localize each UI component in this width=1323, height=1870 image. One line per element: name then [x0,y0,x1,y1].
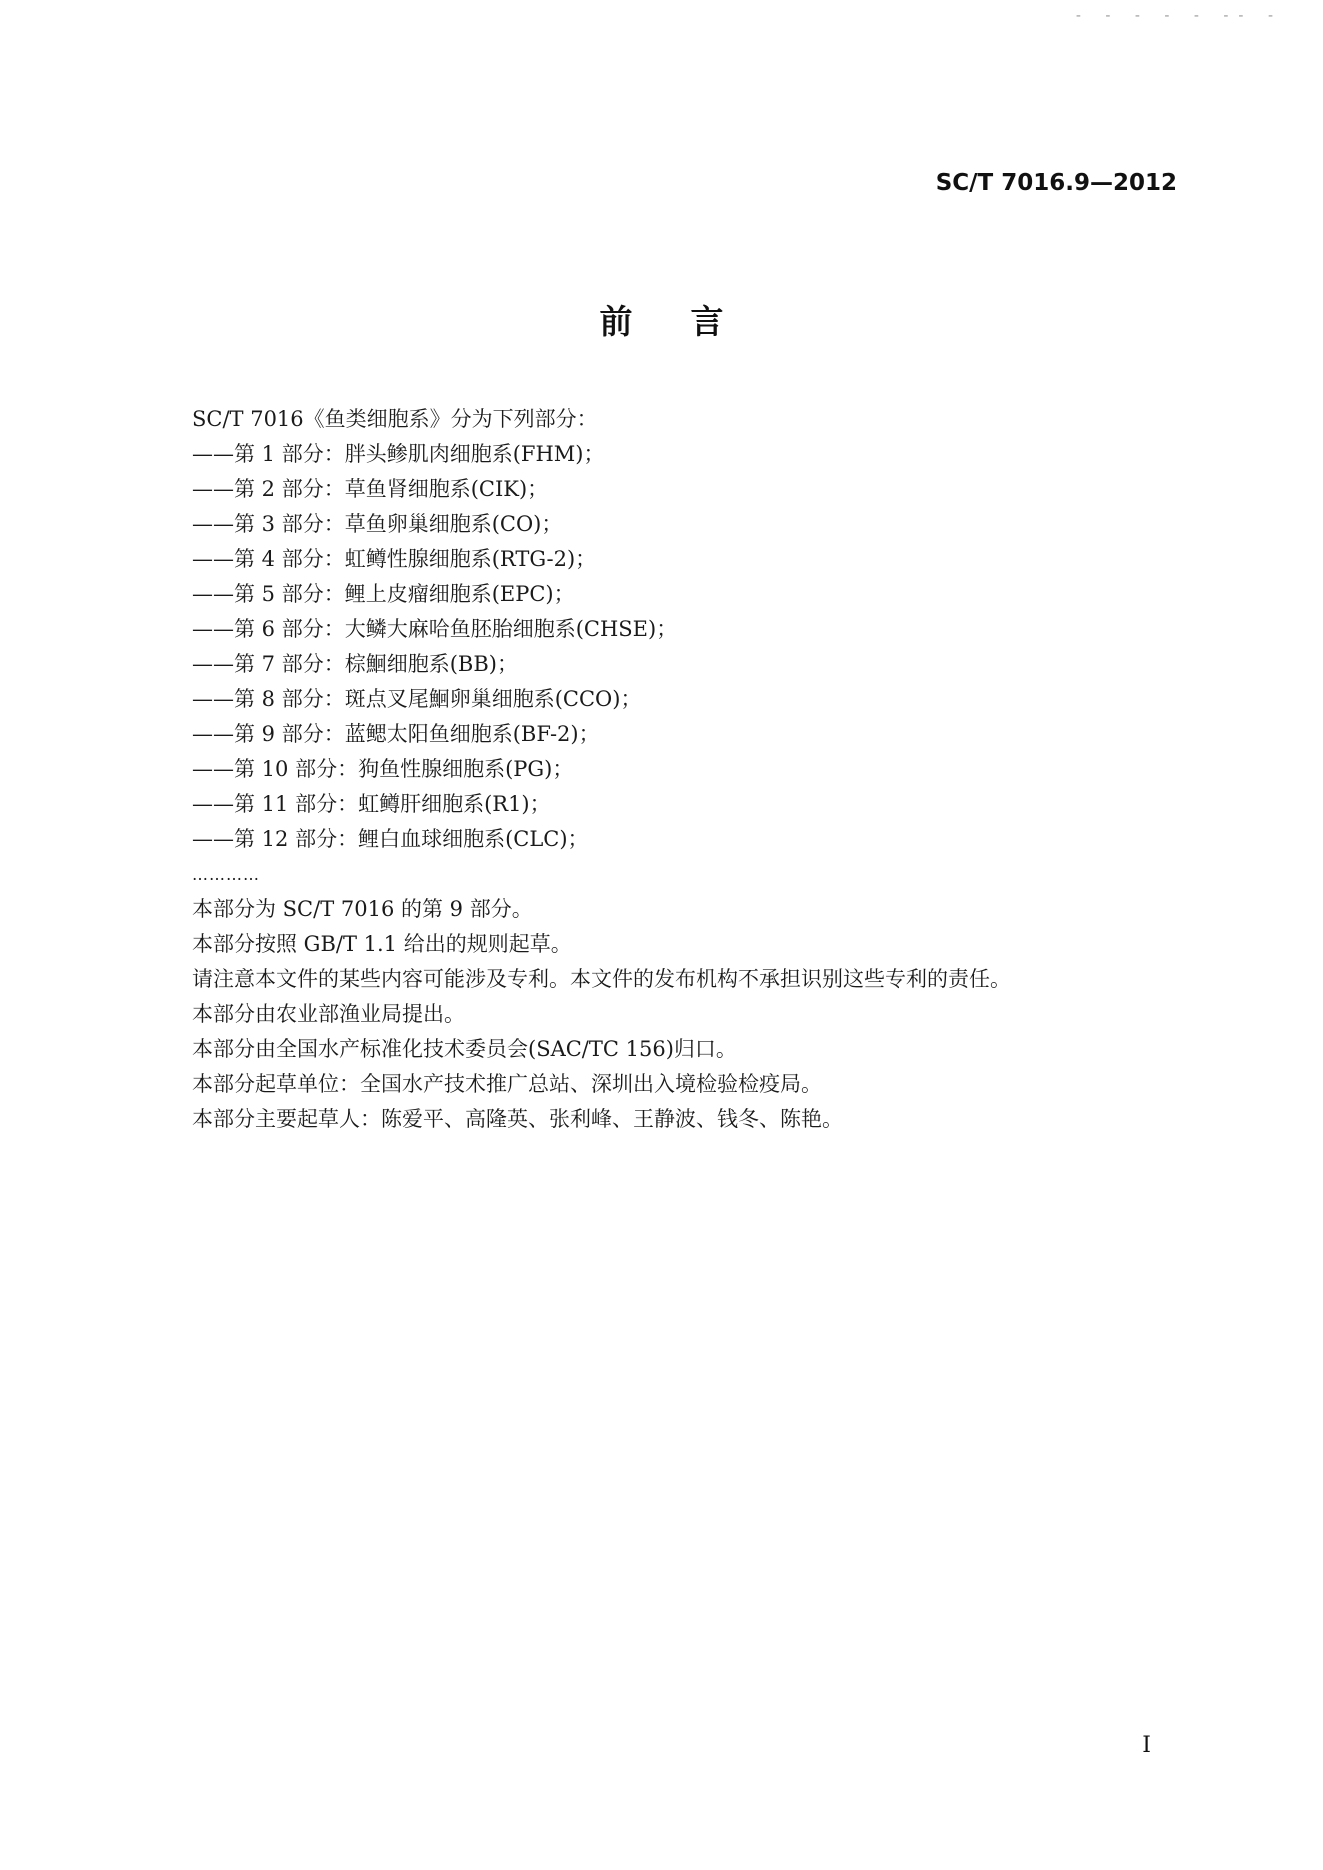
foreword-body [192,402,1152,1137]
list-item: ——第 10 部分：狗鱼性腺细胞系(PG)； [192,757,574,781]
list-item: ——第 12 部分：鲤白血球细胞系(CLC)； [192,827,589,851]
parts-list [192,437,1152,857]
statement-line: 本部分按照 GB/T 1.1 给出的规则起草。 [192,932,572,956]
statement-line: 本部分由农业部渔业局提出。 [192,1002,465,1026]
statement-line: 本部分为 SC/T 7016 的第 9 部分。 [192,897,533,921]
list-item: ——第 2 部分：草鱼肾细胞系(CIK)； [192,477,549,501]
statements-list [192,892,1152,1137]
list-item: ——第 6 部分：大鳞大麻哈鱼胚胎细胞系(CHSE)； [192,617,678,641]
list-item: ——第 4 部分：虹鳟性腺细胞系(RTG-2)； [192,547,597,571]
list-item: ——第 11 部分：虹鳟肝细胞系(R1)； [192,792,551,816]
statement-line: 请注意本文件的某些内容可能涉及专利。本文件的发布机构不承担识别这些专利的责任。 [192,967,1011,991]
statement-line: 本部分由全国水产标准化技术委员会(SAC/TC 156)归口。 [192,1037,737,1061]
scan-marks: - - - - - -- - [1075,8,1283,24]
list-item: ——第 5 部分：鲤上皮瘤细胞系(EPC)； [192,582,575,606]
list-item: ——第 9 部分：蓝鳃太阳鱼细胞系(BF-2)； [192,722,600,746]
list-item: ——第 7 部分：棕鮰细胞系(BB)； [192,652,518,676]
intro-line: SC/T 7016《鱼类细胞系》分为下列部分： [192,407,598,431]
standard-code: SC/T 7016.9—2012 [935,170,1177,196]
list-item: ——第 3 部分：草鱼卵巢细胞系(CO)； [192,512,563,536]
statement-line: 本部分起草单位：全国水产技术推广总站、深圳出入境检验检疫局。 [192,1072,822,1096]
list-item: ——第 1 部分：胖头鲹肌肉细胞系(FHM)； [192,442,605,466]
page-number: I [1142,1733,1151,1758]
ellipsis-line: ………… [192,865,260,884]
list-item: ——第 8 部分：斑点叉尾鮰卵巢细胞系(CCO)； [192,687,642,711]
page-title: 前言 [599,302,782,341]
statement-line: 本部分主要起草人：陈爱平、高隆英、张利峰、王静波、钱冬、陈艳。 [192,1107,843,1131]
